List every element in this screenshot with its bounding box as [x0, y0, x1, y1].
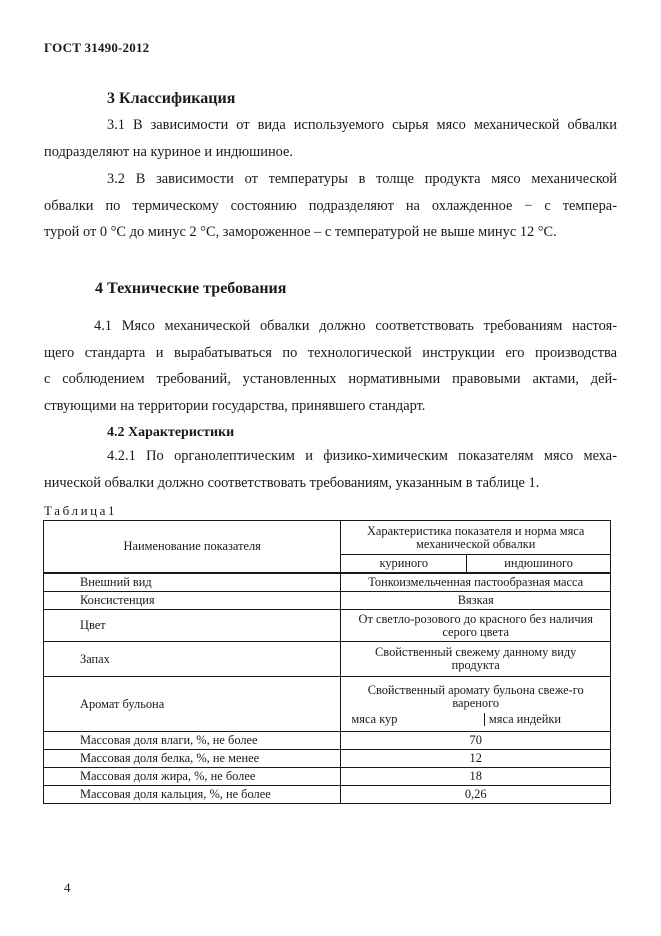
text-line: подразделяют на куриное и индюшиное.	[44, 143, 294, 160]
text-line: щего стандарта и вырабатываться по технологической инструкции его производства	[44, 344, 617, 361]
text-line: с соблюдением требований, установленных нормативными правовыми актами, дей-	[44, 371, 617, 387]
table-row	[44, 786, 611, 804]
text-line: 4.2.1 По органолептическим и физико-химическим показателям мясо меха-	[107, 448, 617, 464]
table-row	[44, 642, 611, 677]
text-line: ствующими на территории государства, принявшего стандарт.	[44, 397, 426, 414]
row-name: Консистенция	[44, 592, 341, 610]
row-value: 18	[341, 768, 611, 786]
row-name: Массовая доля кальция, %, не более	[44, 786, 341, 804]
table-row	[44, 573, 611, 592]
page-number: 4	[64, 880, 71, 895]
row-value: Вязкая	[341, 592, 611, 610]
text-line: 3.1 В зависимости от вида используемого сырья мясо механической обвалки	[107, 117, 617, 133]
broth-chicken: мяса кур	[351, 712, 398, 726]
row-name: Цвет	[44, 610, 341, 642]
row-name: Массовая доля влаги, %, не более	[44, 732, 341, 750]
row-value: Тонкоизмельченная пастообразная масса	[341, 573, 611, 592]
row-name: Аромат бульона	[44, 677, 341, 732]
document-header: ГОСТ 31490-2012	[44, 40, 150, 55]
row-name: Массовая доля белка, %, не менее	[44, 750, 341, 768]
header-indicator-name: Наименование показателя	[44, 521, 341, 573]
subsection-4-2-title: 4.2 Характеристики	[107, 425, 235, 440]
table-row	[44, 750, 611, 768]
paragraph-3-2	[44, 166, 617, 246]
row-value: От светло-розового до красного без наличия серого цвета	[341, 610, 611, 642]
table-row	[44, 592, 611, 610]
paragraph-4-1	[44, 313, 617, 419]
header-chicken: куриного	[341, 555, 467, 573]
section-3-title: 3 Классификация	[107, 90, 236, 107]
row-name: Массовая доля жира, %, не более	[44, 768, 341, 786]
broth-turkey: мяса индейки	[484, 713, 606, 726]
row-value: 0,26	[341, 786, 611, 804]
text-line: обвалки по термическому состоянию подразделяют на охлажденное − с темпера-	[44, 197, 617, 214]
row-value: Свойственный свежему данному виду продукта	[341, 642, 611, 677]
table-row	[44, 677, 611, 732]
text-line: 4.1 Мясо механической обвалки должно соответствовать требованиям настоя-	[94, 318, 617, 334]
table-caption: Таблица1	[44, 503, 118, 518]
header-turkey: индюшиного	[467, 555, 611, 573]
text-line: турой от 0 °С до минус 2 °С, замороженное – с температурой не выше минус 12 °С.	[44, 224, 557, 240]
header-characteristic: Характеристика показателя и норма мяса механической обвалки	[341, 521, 611, 555]
broth-description: Свойственный аромату бульона свеже-го вареного	[367, 683, 584, 710]
row-value: 70	[341, 732, 611, 750]
table-row	[44, 768, 611, 786]
row-value	[341, 677, 611, 732]
row-name: Запах	[44, 642, 341, 677]
paragraph-4-2-1	[44, 443, 617, 496]
section-4-title: 4 Технические требования	[95, 280, 287, 297]
table-row	[44, 610, 611, 642]
text-line: нической обвалки должно соответствовать требованиям, указанным в таблице 1.	[44, 474, 540, 491]
requirements-table	[43, 520, 611, 804]
table-row	[44, 732, 611, 750]
text-line: 3.2 В зависимости от температуры в толще продукта мясо механической	[107, 171, 617, 187]
row-name: Внешний вид	[44, 573, 341, 592]
row-value: 12	[341, 750, 611, 768]
paragraph-3-1	[44, 112, 617, 165]
